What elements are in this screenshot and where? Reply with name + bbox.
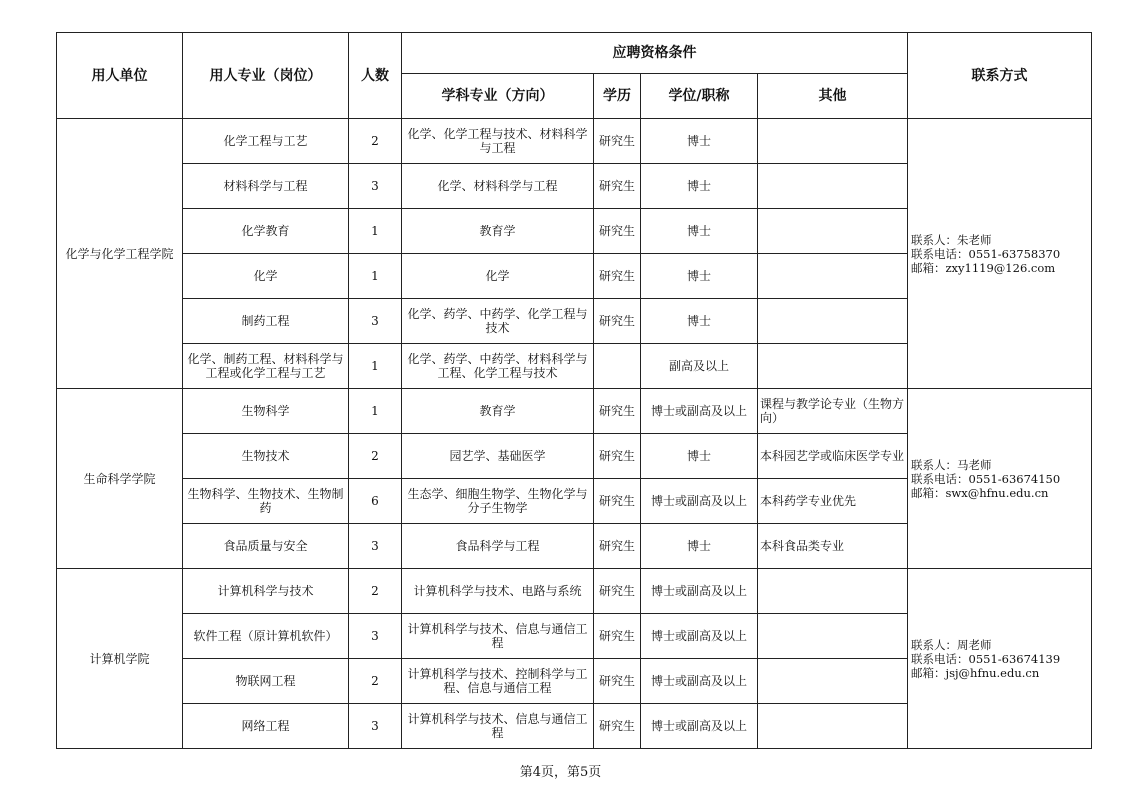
education-cell: 研究生 <box>594 254 641 299</box>
subject-cell: 化学、药学、中药学、材料科学与工程、化学工程与技术 <box>402 344 594 389</box>
contact-line: 邮箱：jsj@hfnu.edu.cn <box>911 665 1040 680</box>
count-cell: 2 <box>349 119 402 164</box>
other-cell: 本科药学专业优先 <box>758 479 908 524</box>
count-cell: 3 <box>349 299 402 344</box>
education-cell: 研究生 <box>594 164 641 209</box>
subject-cell: 园艺学、基础医学 <box>402 434 594 479</box>
education-cell: 研究生 <box>594 389 641 434</box>
education-cell: 研究生 <box>594 209 641 254</box>
major-cell: 软件工程（原计算机软件） <box>183 614 349 659</box>
header-education: 学历 <box>594 74 641 119</box>
degree-cell: 博士 <box>641 434 758 479</box>
degree-cell: 博士或副高及以上 <box>641 479 758 524</box>
education-cell: 研究生 <box>594 614 641 659</box>
subject-cell: 计算机科学与技术、信息与通信工程 <box>402 704 594 749</box>
education-cell: 研究生 <box>594 659 641 704</box>
header-count: 人数 <box>349 33 402 119</box>
education-cell <box>594 344 641 389</box>
subject-cell: 教育学 <box>402 209 594 254</box>
major-cell: 材料科学与工程 <box>183 164 349 209</box>
major-cell: 计算机科学与技术 <box>183 569 349 614</box>
major-cell: 物联网工程 <box>183 659 349 704</box>
header-degree: 学位/职称 <box>641 74 758 119</box>
degree-cell: 博士或副高及以上 <box>641 614 758 659</box>
count-cell: 2 <box>349 659 402 704</box>
other-cell <box>758 254 908 299</box>
other-cell <box>758 704 908 749</box>
contact-line: 联系电话：0551-63674139 <box>911 651 1061 666</box>
other-cell <box>758 344 908 389</box>
count-cell: 1 <box>349 209 402 254</box>
unit-cell: 化学与化学工程学院 <box>57 119 183 389</box>
degree-cell: 博士 <box>641 299 758 344</box>
unit-cell: 计算机学院 <box>57 569 183 749</box>
contact-line: 邮箱：zxy1119@126.com <box>911 260 1056 275</box>
contact-line: 联系电话：0551-63674150 <box>911 471 1061 486</box>
other-cell <box>758 119 908 164</box>
education-cell: 研究生 <box>594 299 641 344</box>
count-cell: 1 <box>349 344 402 389</box>
degree-cell: 博士或副高及以上 <box>641 569 758 614</box>
other-cell <box>758 659 908 704</box>
major-cell: 生物技术 <box>183 434 349 479</box>
header-requirements: 应聘资格条件 <box>402 33 908 74</box>
major-cell: 生物科学、生物技术、生物制药 <box>183 479 349 524</box>
other-cell <box>758 569 908 614</box>
subject-cell: 生态学、细胞生物学、生物化学与分子生物学 <box>402 479 594 524</box>
subject-cell: 食品科学与工程 <box>402 524 594 569</box>
count-cell: 6 <box>349 479 402 524</box>
other-cell <box>758 209 908 254</box>
degree-cell: 博士 <box>641 524 758 569</box>
contact-line: 联系人：马老师 <box>911 457 992 472</box>
header-other: 其他 <box>758 74 908 119</box>
other-cell <box>758 614 908 659</box>
subject-cell: 计算机科学与技术、电路与系统 <box>402 569 594 614</box>
degree-cell: 博士 <box>641 119 758 164</box>
contact-line: 联系人：朱老师 <box>911 232 992 247</box>
header-unit: 用人单位 <box>57 33 183 119</box>
degree-cell: 博士 <box>641 164 758 209</box>
education-cell: 研究生 <box>594 704 641 749</box>
page-footer: 第4页，第5页 <box>519 765 602 780</box>
recruitment-table <box>56 32 1092 749</box>
contact-line: 联系人：周老师 <box>911 637 992 652</box>
major-cell: 化学、制药工程、材料科学与工程或化学工程与工艺 <box>183 344 349 389</box>
major-cell: 化学教育 <box>183 209 349 254</box>
subject-cell: 化学 <box>402 254 594 299</box>
major-cell: 网络工程 <box>183 704 349 749</box>
count-cell: 3 <box>349 614 402 659</box>
major-cell: 制药工程 <box>183 299 349 344</box>
other-cell: 本科园艺学或临床医学专业 <box>758 434 908 479</box>
subject-cell: 化学、化学工程与技术、材料科学与工程 <box>402 119 594 164</box>
major-cell: 食品质量与安全 <box>183 524 349 569</box>
education-cell: 研究生 <box>594 524 641 569</box>
contact-cell <box>908 569 1092 749</box>
table-row <box>57 119 1092 164</box>
degree-cell: 博士 <box>641 254 758 299</box>
degree-cell: 博士 <box>641 209 758 254</box>
contact-cell <box>908 119 1092 389</box>
header-row-1 <box>57 33 1092 74</box>
education-cell: 研究生 <box>594 479 641 524</box>
count-cell: 1 <box>349 254 402 299</box>
contact-cell <box>908 389 1092 569</box>
subject-cell: 教育学 <box>402 389 594 434</box>
count-cell: 3 <box>349 704 402 749</box>
count-cell: 3 <box>349 164 402 209</box>
education-cell: 研究生 <box>594 119 641 164</box>
major-cell: 生物科学 <box>183 389 349 434</box>
other-cell: 本科食品类专业 <box>758 524 908 569</box>
contact-line: 联系电话：0551-63758370 <box>911 246 1061 261</box>
unit-cell: 生命科学学院 <box>57 389 183 569</box>
other-cell: 课程与教学论专业（生物方向） <box>758 389 908 434</box>
degree-cell: 博士或副高及以上 <box>641 659 758 704</box>
other-cell <box>758 299 908 344</box>
other-cell <box>758 164 908 209</box>
header-contact: 联系方式 <box>908 33 1092 119</box>
subject-cell: 计算机科学与技术、控制科学与工程、信息与通信工程 <box>402 659 594 704</box>
contact-line: 邮箱：swx@hfnu.edu.cn <box>911 485 1049 500</box>
count-cell: 1 <box>349 389 402 434</box>
count-cell: 2 <box>349 569 402 614</box>
table-body <box>57 119 1092 749</box>
degree-cell: 博士或副高及以上 <box>641 704 758 749</box>
header-major: 用人专业（岗位） <box>183 33 349 119</box>
count-cell: 3 <box>349 524 402 569</box>
major-cell: 化学 <box>183 254 349 299</box>
degree-cell: 博士或副高及以上 <box>641 389 758 434</box>
count-cell: 2 <box>349 434 402 479</box>
table-row <box>57 569 1092 614</box>
table-row <box>57 389 1092 434</box>
education-cell: 研究生 <box>594 434 641 479</box>
degree-cell: 副高及以上 <box>641 344 758 389</box>
header-subject: 学科专业（方向） <box>402 74 594 119</box>
major-cell: 化学工程与工艺 <box>183 119 349 164</box>
subject-cell: 计算机科学与技术、信息与通信工程 <box>402 614 594 659</box>
education-cell: 研究生 <box>594 569 641 614</box>
subject-cell: 化学、药学、中药学、化学工程与技术 <box>402 299 594 344</box>
subject-cell: 化学、材料科学与工程 <box>402 164 594 209</box>
